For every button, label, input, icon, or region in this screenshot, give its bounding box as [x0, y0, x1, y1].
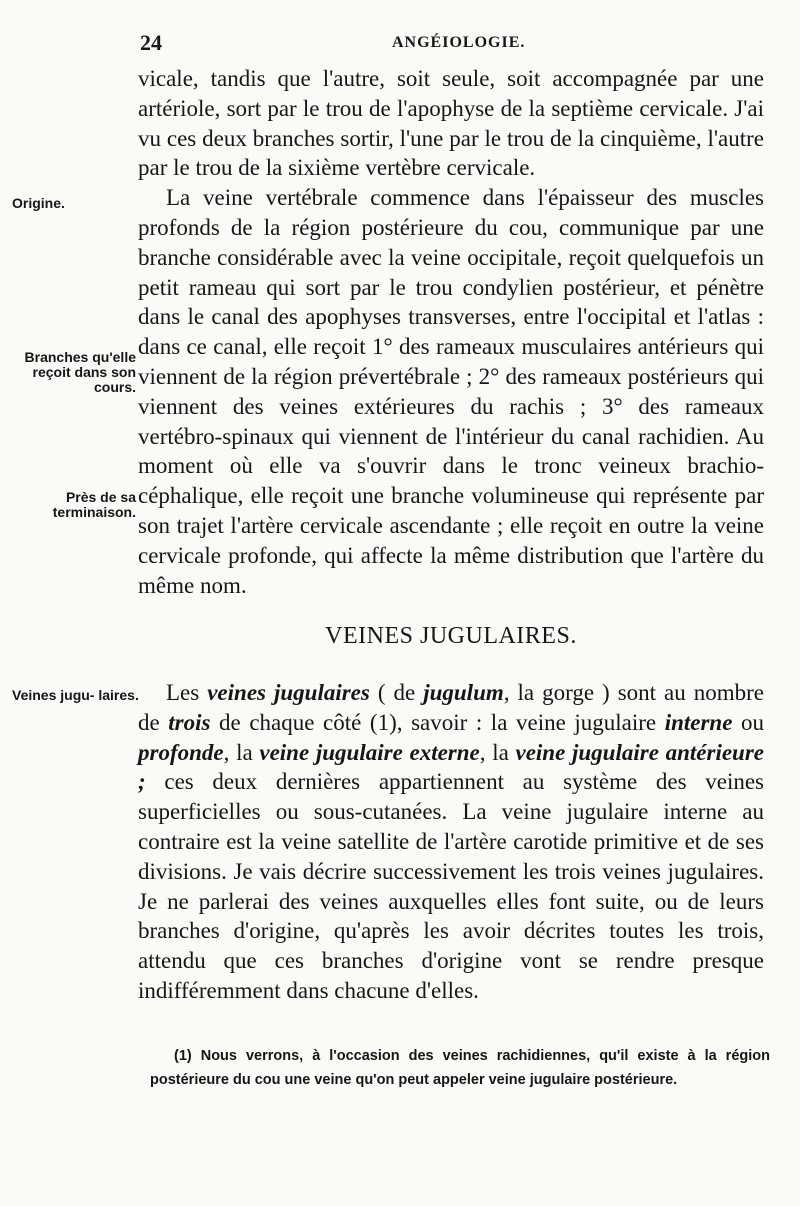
page-header — [140, 30, 760, 60]
margin-note-origine: Origine. — [12, 195, 65, 211]
section-heading: VEINES JUGULAIRES. — [325, 623, 577, 649]
footnote-text: (1) Nous verrons, à l'occasion des veines rachidiennes, qu'il existe à la région postérieure du cou une veine qu'on peut appeler veine jugulaire postérieure. — [150, 1048, 770, 1088]
term-profonde: profonde — [138, 739, 224, 765]
running-title: ANGÉIOLOGIE. — [392, 34, 526, 51]
body-text-bottom — [138, 678, 764, 1006]
term-veines-jugulaires: veines jugulaires — [207, 680, 370, 705]
paragraph-veines-jugulaires: Les veines jugulaires ( de jugulum, la gorge ) sont au nombre de trois de chaque côté (1), savoir : la veine jugulaire interne ou profonde, la veine jugulaire externe, la veine jugulaire antérieure ; ces deux dernières appartiennent au système des veines superficielles ou sous-cutanées. La veine jugulaire interne au contraire est la veine satellite de l'artère carotide primitive et de ses divisions. Je vais décrire successivement les trois veines jugulaires. Je ne parlerai des veines auxquelles elles font suite, ou de leurs branches d'origine, qu'après les avoir décrites toutes les trois, attendu que ces branches d'origine vont se rendre presque indifféremment dans chacune d'elles. — [138, 680, 764, 1003]
page-number: 24 — [140, 30, 162, 55]
footnote — [150, 1044, 770, 1092]
term-jugulaire-anterieure: veine jugulaire antérieure ; — [138, 739, 764, 795]
margin-note-branches: Branches qu'elle reçoit dans son cours. — [24, 349, 136, 395]
term-trois: trois — [168, 709, 211, 735]
margin-note-termination: Près de sa terminaison. — [52, 489, 136, 520]
term-jugulum: jugulum — [423, 680, 504, 705]
margin-note-jugulaires: Veines jugu- laires. — [12, 687, 139, 703]
paragraph-veine-vertebrale: La veine vertébrale commence dans l'épaisseur des muscles profonds de la région postérieure du cou, communique par une branche considérable avec la veine occipitale, reçoit quelquefois un petit rameau qui sort par le trou condylien postérieur, et pénètre dans le canal des apophyses transverses, entre l'occipital et l'atlas : dans ce canal, elle reçoit 1° des rameaux musculaires antérieurs qui viennent de la région prévertébrale ; 2° des rameaux postérieurs qui viennent des veines extérieures du rachis ; 3° des rameaux vertébro-spinaux qui viennent de l'intérieur du canal rachidien. Au moment où elle va s'ouvrir dans le tronc veineux brachio-céphalique, elle reçoit une branche volumineuse qui représente par son trajet l'artère cervicale ascendante ; elle reçoit en outre la veine cervicale profonde, qui affecte la même distribution que l'artère du même nom. — [138, 185, 764, 598]
term-jugulaire-externe: veine jugulaire externe — [259, 739, 480, 765]
term-interne: interne — [664, 709, 733, 735]
paragraph-continuation: vicale, tandis que l'autre, soit seule, soit accompagnée par une artériole, sort par le trou de l'apophyse de la septième cervicale. J'ai vu ces deux branches sortir, l'une par le trou de la cinquième, l'autre par le trou de la sixième vertèbre cervicale. — [138, 66, 764, 181]
body-text-top — [138, 64, 764, 600]
